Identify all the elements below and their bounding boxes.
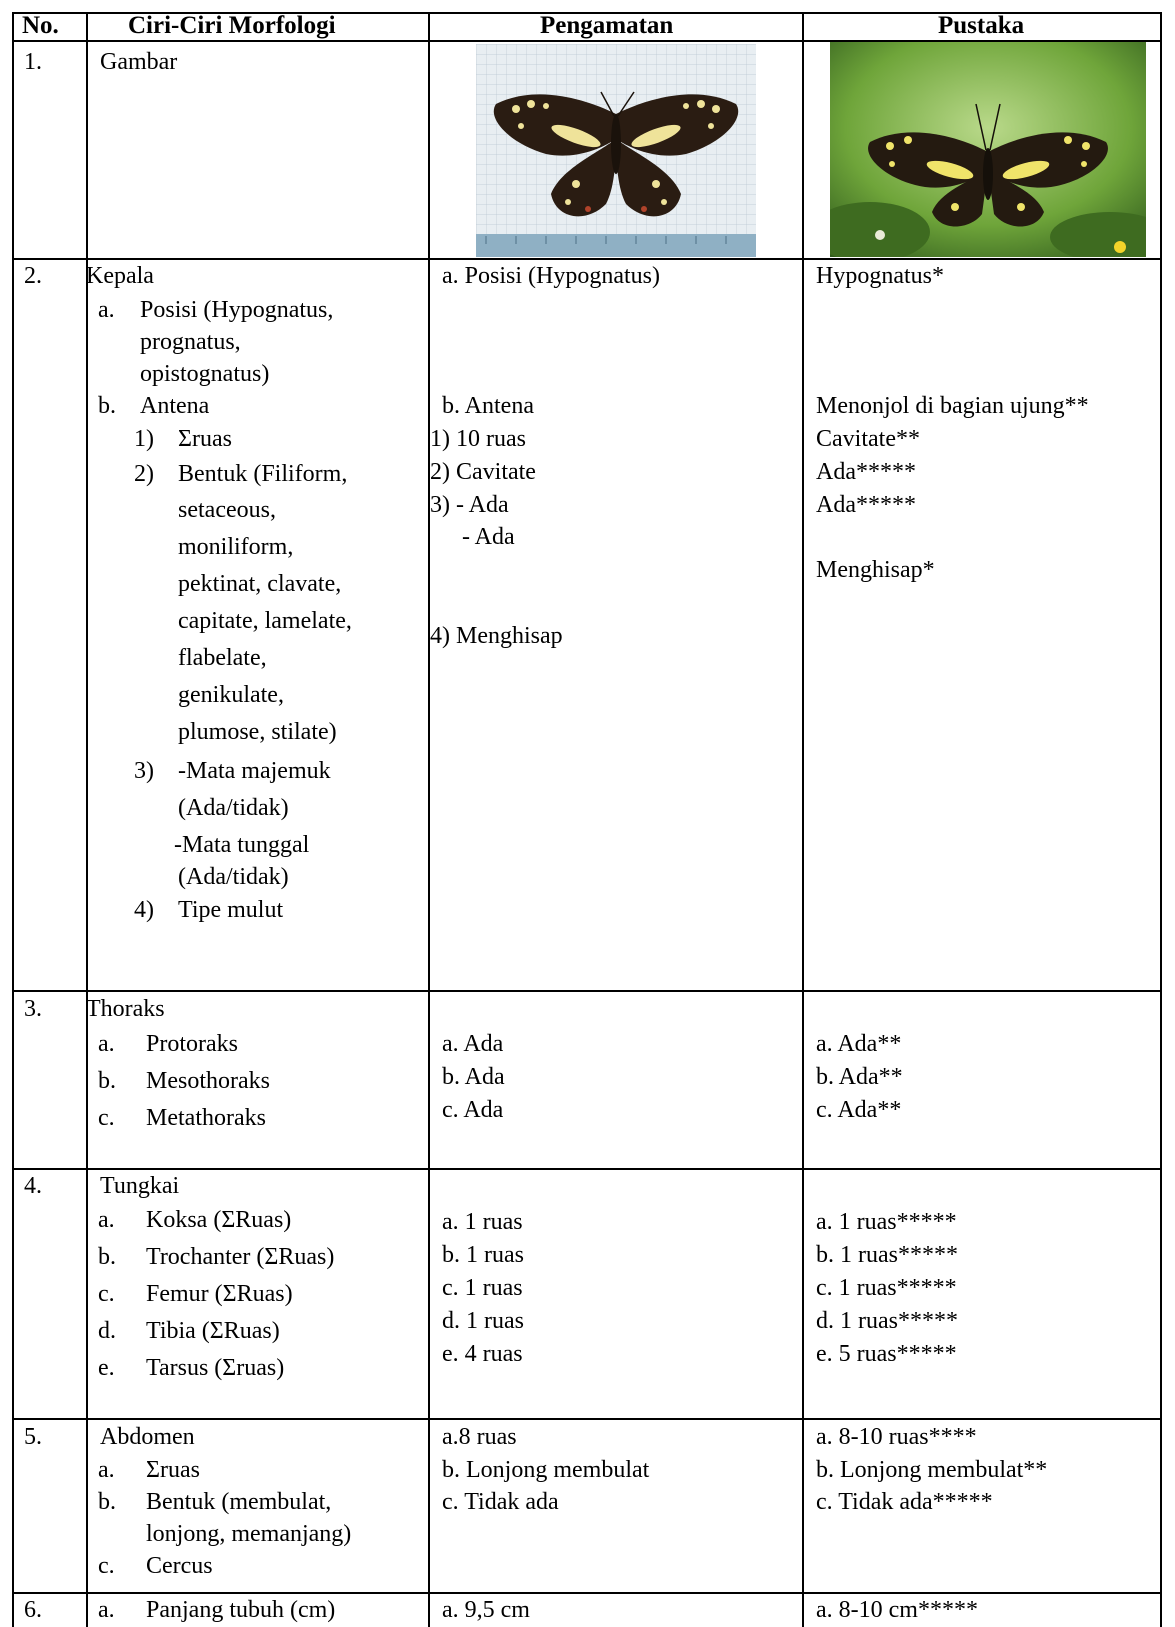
- row2-pustaka-1: Hypognatus*: [816, 263, 944, 289]
- row6-pustaka: a. 8-10 cm*****: [816, 1597, 978, 1623]
- row2-pengamatan-1: 1) 10 ruas: [430, 426, 526, 452]
- observation-photo: [476, 44, 756, 257]
- row4-ciri-a-marker: a.: [98, 1207, 115, 1233]
- row3-ciri-heading: Thoraks: [86, 996, 165, 1022]
- row2-no: 2.: [24, 263, 42, 289]
- reference-photo: [830, 42, 1146, 257]
- row2-ciri-2-line6: flabelate,: [178, 645, 267, 671]
- row2-ciri-2-line1: Bentuk (Filiform,: [178, 461, 348, 487]
- row6-ciri-a-marker: a.: [98, 1597, 115, 1623]
- row3-pustaka-b: b. Ada**: [816, 1064, 903, 1090]
- row2-pustaka-6: Menghisap*: [816, 557, 935, 583]
- row5-pengamatan-b: b. Lonjong membulat: [442, 1457, 650, 1483]
- row4-pustaka-b: b. 1 ruas*****: [816, 1242, 958, 1268]
- row5-ciri-heading: Abdomen: [100, 1424, 195, 1450]
- row4-pustaka-d: d. 1 ruas*****: [816, 1308, 958, 1334]
- row4-pengamatan-d: d. 1 ruas: [442, 1308, 524, 1334]
- row4-pengamatan-c: c. 1 ruas: [442, 1275, 523, 1301]
- row2-ciri-a-marker: a.: [98, 297, 115, 323]
- row4-pustaka-c: c. 1 ruas*****: [816, 1275, 957, 1301]
- row4-ciri-e-label: Tarsus (Σruas): [146, 1355, 285, 1381]
- row2-pengamatan-2: 2) Cavitate: [430, 459, 536, 485]
- row2-ciri-a-line1: Posisi (Hypognatus,: [140, 297, 334, 323]
- row2-ciri-1-marker: 1): [134, 426, 154, 452]
- row2-bottom-border: [12, 990, 1162, 992]
- header-ciri: Ciri-Ciri Morfologi: [128, 12, 336, 39]
- row5-pustaka-b: b. Lonjong membulat**: [816, 1457, 1048, 1483]
- row1-ciri: Gambar: [100, 49, 178, 75]
- row2-pustaka-5: Ada*****: [816, 492, 916, 518]
- row2-ciri-3-marker: 3): [134, 758, 154, 784]
- row3-pustaka-a: a. Ada**: [816, 1031, 902, 1057]
- row5-ciri-c-label: Cercus: [146, 1553, 213, 1579]
- row2-ciri-4-label: Tipe mulut: [178, 897, 284, 923]
- row2-pustaka-2: Menonjol di bagian ujung**: [816, 393, 1089, 419]
- row2-ciri-2-line7: genikulate,: [178, 682, 284, 708]
- row6-ciri-a-label: Panjang tubuh (cm): [146, 1597, 336, 1623]
- row6-no: 6.: [24, 1597, 42, 1623]
- row5-pengamatan-a: a.8 ruas: [442, 1424, 517, 1450]
- row4-pengamatan-a: a. 1 ruas: [442, 1209, 523, 1235]
- row3-ciri-c-label: Metathoraks: [146, 1105, 266, 1131]
- row3-ciri-b-label: Mesothoraks: [146, 1068, 270, 1094]
- row4-pengamatan-b: b. 1 ruas: [442, 1242, 524, 1268]
- col-divider-1: [86, 12, 88, 1627]
- row3-bottom-border: [12, 1168, 1162, 1170]
- row2-ciri-3-line3: -Mata tunggal: [174, 832, 310, 858]
- row2-ciri-2-marker: 2): [134, 461, 154, 487]
- col-divider-3: [802, 12, 804, 1627]
- row2-ciri-3-line1: -Mata majemuk: [178, 758, 331, 784]
- row2-ciri-2-line8: plumose, stilate): [178, 719, 337, 745]
- row2-pengamatan-4: 4) Menghisap: [430, 623, 563, 649]
- row5-ciri-a-label: Σruas: [146, 1457, 200, 1483]
- row5-ciri-a-marker: a.: [98, 1457, 115, 1483]
- row3-pengamatan-b: b. Ada: [442, 1064, 505, 1090]
- row5-ciri-b-line2: lonjong, memanjang): [146, 1521, 352, 1547]
- header-pengamatan: Pengamatan: [540, 12, 674, 39]
- row1-no: 1.: [24, 49, 42, 75]
- row3-no: 3.: [24, 996, 42, 1022]
- row4-ciri-c-marker: c.: [98, 1281, 115, 1307]
- row2-ciri-b-marker: b.: [98, 393, 116, 419]
- row5-no: 5.: [24, 1424, 42, 1450]
- row4-ciri-b-label: Trochanter (ΣRuas): [146, 1244, 335, 1270]
- row5-pengamatan-c: c. Tidak ada: [442, 1489, 559, 1515]
- row3-pengamatan-c: c. Ada: [442, 1097, 504, 1123]
- table-left-border: [12, 12, 14, 1627]
- row5-pustaka-a: a. 8-10 ruas****: [816, 1424, 977, 1450]
- row2-ciri-a-line3: opistognatus): [140, 361, 270, 387]
- row4-ciri-d-marker: d.: [98, 1318, 116, 1344]
- table-right-border: [1160, 12, 1162, 1627]
- row4-ciri-heading: Tungkai: [100, 1173, 180, 1199]
- row4-pengamatan-e: e. 4 ruas: [442, 1341, 523, 1367]
- row2-ciri-4-marker: 4): [134, 897, 154, 923]
- row2-ciri-2-line5: capitate, lamelate,: [178, 608, 352, 634]
- row2-pengamatan-3b: - Ada: [462, 524, 515, 550]
- row2-ciri-3-line2: (Ada/tidak): [178, 795, 289, 821]
- row2-ciri-2-line3: moniliform,: [178, 534, 294, 560]
- row2-pustaka-3: Cavitate**: [816, 426, 920, 452]
- row4-pustaka-e: e. 5 ruas*****: [816, 1341, 957, 1367]
- row2-pengamatan-b: b. Antena: [442, 393, 534, 419]
- row6-pengamatan: a. 9,5 cm: [442, 1597, 530, 1623]
- row4-ciri-e-marker: e.: [98, 1355, 115, 1381]
- row2-pustaka-4: Ada*****: [816, 459, 916, 485]
- row5-ciri-b-line1: Bentuk (membulat,: [146, 1489, 332, 1515]
- row5-ciri-c-marker: c.: [98, 1553, 115, 1579]
- row4-ciri-c-label: Femur (ΣRuas): [146, 1281, 293, 1307]
- row2-ciri-a-line2: prognatus,: [140, 329, 241, 355]
- row4-ciri-d-label: Tibia (ΣRuas): [146, 1318, 280, 1344]
- row4-no: 4.: [24, 1173, 42, 1199]
- row2-ciri-2-line2: setaceous,: [178, 497, 276, 523]
- row2-ciri-1-label: Σruas: [178, 426, 232, 452]
- row2-ciri-2-line4: pektinat, clavate,: [178, 571, 342, 597]
- row3-ciri-a-label: Protoraks: [146, 1031, 238, 1057]
- row4-ciri-a-label: Koksa (ΣRuas): [146, 1207, 292, 1233]
- row3-ciri-a-marker: a.: [98, 1031, 115, 1057]
- row3-ciri-c-marker: c.: [98, 1105, 115, 1131]
- row3-ciri-b-marker: b.: [98, 1068, 116, 1094]
- row2-ciri-b-label: Antena: [140, 393, 210, 419]
- row3-pustaka-c: c. Ada**: [816, 1097, 902, 1123]
- row2-pengamatan-a: a. Posisi (Hypognatus): [442, 263, 660, 289]
- col-divider-2: [428, 12, 430, 1627]
- header-pustaka: Pustaka: [938, 12, 1025, 39]
- row2-ciri-heading: Kepala: [86, 263, 154, 289]
- row2-pengamatan-3a: 3) - Ada: [430, 492, 509, 518]
- row4-ciri-b-marker: b.: [98, 1244, 116, 1270]
- row3-pengamatan-a: a. Ada: [442, 1031, 504, 1057]
- header-no: No.: [22, 12, 59, 39]
- row5-ciri-b-marker: b.: [98, 1489, 116, 1515]
- row5-pustaka-c: c. Tidak ada*****: [816, 1489, 993, 1515]
- row2-ciri-3-line4: (Ada/tidak): [178, 864, 289, 890]
- row4-bottom-border: [12, 1418, 1162, 1420]
- row4-pustaka-a: a. 1 ruas*****: [816, 1209, 957, 1235]
